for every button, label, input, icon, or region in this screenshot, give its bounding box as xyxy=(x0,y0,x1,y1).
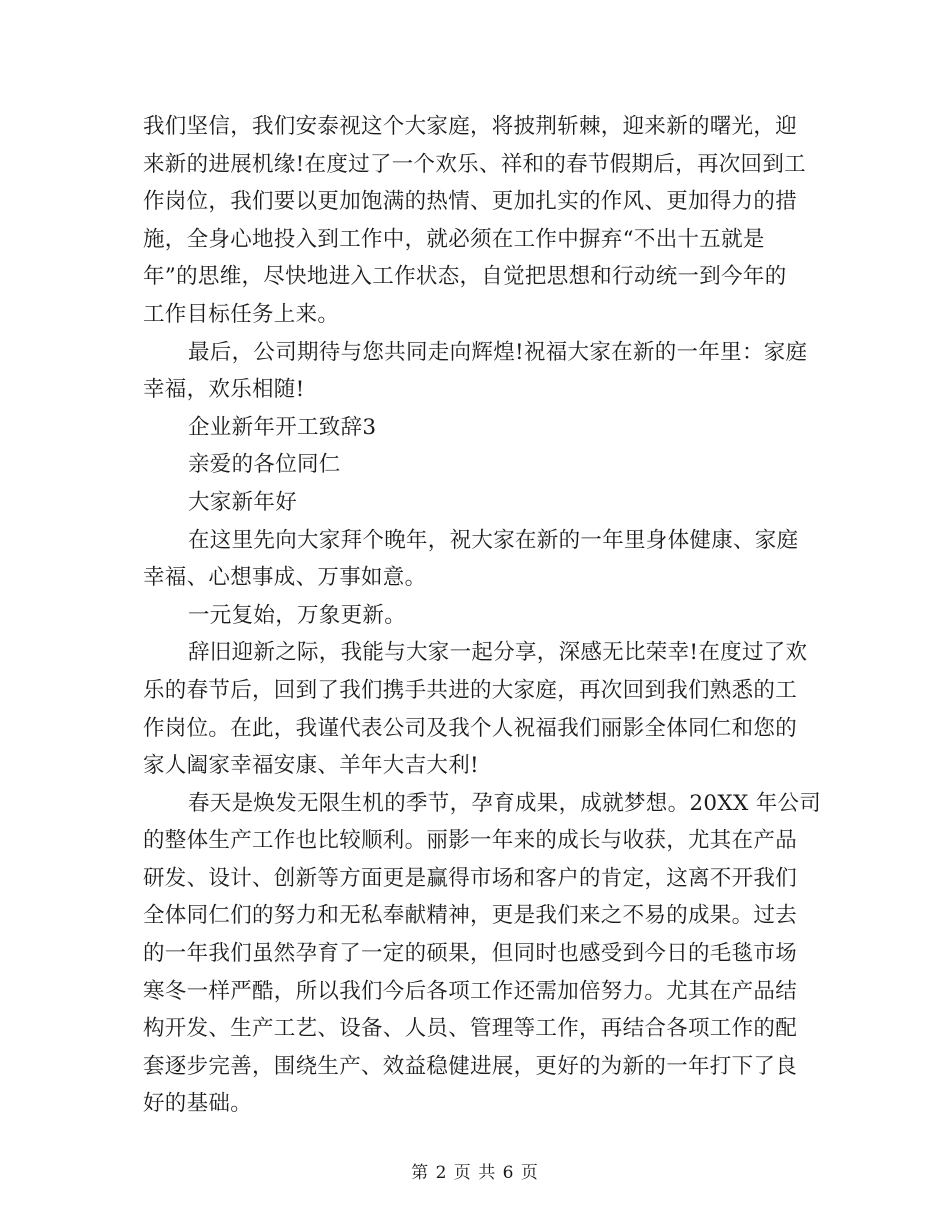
text-line: 辞旧迎新之际，我能与大家一起分享，深感无比荣幸!在度过了欢 xyxy=(188,640,808,666)
text-line: 年”的思维，尽快地进入工作状态，自觉把思想和行动统一到今年的 xyxy=(143,264,787,290)
text-line: 家人阖家幸福安康、羊年大吉大利! xyxy=(143,753,479,779)
text-line: 大家新年好 xyxy=(188,489,298,515)
text-line: 研发、设计、创新等方面更是赢得市场和客户的肯定，这离不开我们 xyxy=(143,865,798,891)
text-line: 来新的进展机缘!在度过了一个欢乐、祥和的春节假期后，再次回到工 xyxy=(143,151,806,177)
text-line: 全体同仁们的努力和无私奉献精神，更是我们来之不易的成果。过去 xyxy=(143,903,798,929)
text-line: 幸福，欢乐相随! xyxy=(143,377,305,403)
text-line: 幸福、心想事成、万事如意。 xyxy=(143,565,427,591)
text-line: 好的基础。 xyxy=(143,1091,253,1117)
page-number-footer: 第 2 页 共 6 页 xyxy=(411,1163,539,1183)
text-line: 亲爱的各位同仁 xyxy=(188,452,341,478)
text-line: 寒冬一样严酷，所以我们今后各项工作还需加倍努力。尤其在产品结 xyxy=(143,978,798,1004)
text-line: 构开发、生产工艺、设备、人员、管理等工作，再结合各项工作的配 xyxy=(143,1016,798,1042)
document-body xyxy=(143,108,822,1123)
text-line: 我们坚信，我们安泰视这个大家庭，将披荆斩棘，迎来新的曙光，迎 xyxy=(143,114,798,139)
text-line: 最后，公司期待与您共同走向辉煌!祝福大家在新的一年里：家庭 xyxy=(188,339,808,365)
text-line: 套逐步完善，围绕生产、效益稳健进展，更好的为新的一年打下了良 xyxy=(143,1053,798,1079)
text-line: 的整体生产工作也比较顺利。丽影一年来的成长与收获，尤其在产品 xyxy=(143,828,798,854)
text-line: 在这里先向大家拜个晚年，祝大家在新的一年里身体健康、家庭 xyxy=(188,527,799,553)
text-line: 乐的春节后，回到了我们携手共进的大家庭，再次回到我们熟悉的工 xyxy=(143,677,798,703)
text-line: 作岗位，我们要以更加饱满的热情、更加扎实的作风、更加得力的措 xyxy=(143,189,798,215)
text-line: 作岗位。在此，我谨代表公司及我个人祝福我们丽影全体同仁和您的 xyxy=(143,715,798,741)
text-line: 工作目标任务上来。 xyxy=(143,301,340,327)
text-line: 的一年我们虽然孕育了一定的硕果，但同时也感受到今日的毛毯市场 xyxy=(143,941,798,967)
text-line: 施，全身心地投入到工作中，就必须在工作中摒弃“不出十五就是 xyxy=(143,226,765,252)
text-line: 一元复始，万象更新。 xyxy=(188,602,407,628)
text-line: 企业新年开工致辞3 xyxy=(188,414,377,440)
text-line: 春天是焕发无限生机的季节，孕育成果，成就梦想。20XX 年公司 xyxy=(188,790,822,816)
